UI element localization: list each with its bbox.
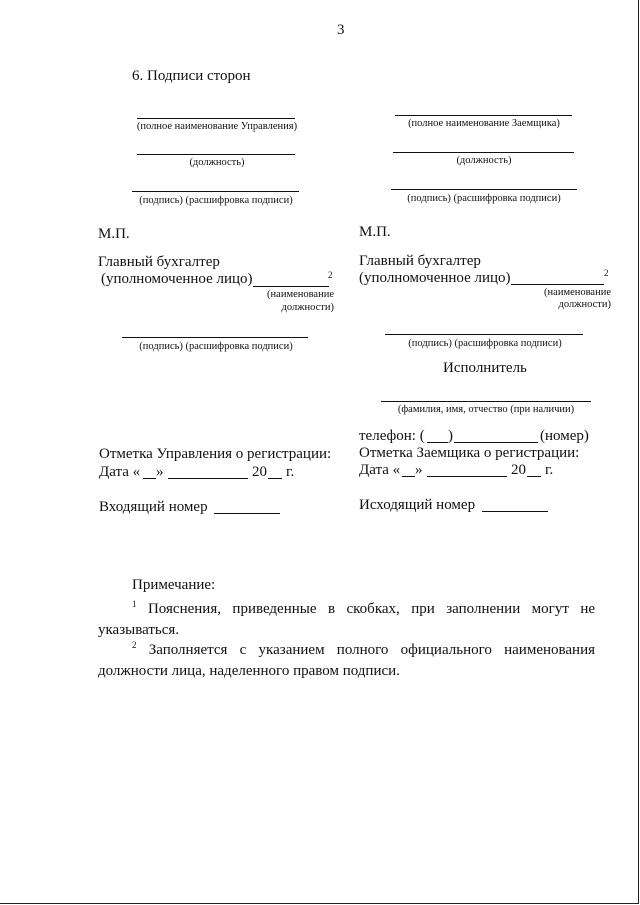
phone-prefix: телефон: ( bbox=[359, 428, 425, 444]
right-signature-line bbox=[391, 189, 577, 190]
left-chief-accountant: Главный бухгалтер bbox=[98, 254, 220, 270]
note-2 bbox=[98, 635, 595, 682]
right-date-year: 20 bbox=[511, 462, 526, 478]
right-date-mid: » bbox=[415, 462, 423, 478]
left-signature-line-2 bbox=[122, 337, 308, 338]
right-position-line bbox=[393, 152, 574, 153]
note-2-line-2: должности лица, наделенного правом подписи. bbox=[98, 663, 400, 679]
left-signature-caption-2: (подпись) (расшифровка подписи) bbox=[139, 341, 293, 352]
notes-title: Примечание: bbox=[132, 577, 216, 593]
left-stamp-place: М.П. bbox=[98, 226, 130, 242]
note-2-line-1: Заполняется с указанием полного официального наименования bbox=[148, 642, 595, 658]
left-position-line bbox=[137, 154, 295, 155]
left-position-name-caption-2: должности) bbox=[281, 302, 334, 313]
right-signature-caption: (подпись) (расшифровка подписи) bbox=[407, 193, 561, 204]
executor-fio-caption: (фамилия, имя, отчество (при наличии) bbox=[397, 404, 575, 415]
note-2-mark: 2 bbox=[132, 640, 137, 650]
note-1-line-1: Пояснения, приведенные в скобках, при заполнении могут не bbox=[147, 601, 596, 617]
phone-mid: ) bbox=[448, 428, 453, 444]
note-1-line-2: указываться. bbox=[98, 622, 180, 638]
left-position-caption: (должность) bbox=[189, 157, 245, 168]
left-date-mid: » bbox=[156, 464, 164, 480]
right-org-caption: (полное наименование Заемщика) bbox=[408, 118, 560, 129]
right-signature-line-2 bbox=[385, 334, 583, 335]
left-authorized-line bbox=[253, 286, 329, 287]
left-org-caption: (полное наименование Управления) bbox=[136, 121, 298, 132]
left-footnote-mark: 2 bbox=[328, 270, 333, 280]
outgoing-number-label: Исходящий номер bbox=[359, 497, 476, 513]
right-org-line bbox=[395, 115, 572, 116]
right-date-suffix: г. bbox=[545, 462, 554, 478]
left-date-day-line bbox=[143, 478, 156, 479]
right-stamp-place: М.П. bbox=[359, 224, 391, 240]
executor-fio-line bbox=[381, 401, 591, 402]
incoming-number-line bbox=[214, 513, 280, 514]
right-footnote-mark: 2 bbox=[604, 268, 609, 278]
executor-label: Исполнитель bbox=[443, 360, 527, 376]
phone-number-line bbox=[454, 442, 538, 443]
right-position-name-caption-1: (наименование bbox=[544, 287, 611, 298]
left-date-year-line bbox=[268, 478, 282, 479]
right-signature-caption-2: (подпись) (расшифровка подписи) bbox=[408, 338, 562, 349]
right-authorized-line bbox=[511, 284, 604, 285]
right-position-caption: (должность) bbox=[456, 155, 512, 166]
left-signature-caption: (подпись) (расшифровка подписи) bbox=[139, 195, 293, 206]
outgoing-number-line bbox=[482, 511, 548, 512]
incoming-number-label: Входящий номер bbox=[99, 499, 208, 515]
right-date-month-line bbox=[427, 476, 507, 477]
left-date-month-line bbox=[168, 478, 248, 479]
right-date-day-line bbox=[402, 476, 415, 477]
note-1 bbox=[98, 594, 595, 641]
left-date-suffix: г. bbox=[286, 464, 295, 480]
right-date-prefix: Дата « bbox=[359, 462, 401, 478]
left-org-line bbox=[137, 118, 295, 119]
left-signature-line bbox=[132, 191, 299, 192]
right-date-year-line bbox=[527, 476, 541, 477]
right-chief-accountant: Главный бухгалтер bbox=[359, 253, 481, 269]
left-date-prefix: Дата « bbox=[99, 464, 141, 480]
phone-code-line bbox=[427, 442, 448, 443]
note-1-mark: 1 bbox=[132, 599, 137, 609]
left-authorized-person: (уполномоченное лицо) bbox=[101, 271, 253, 287]
page-number: 3 bbox=[337, 22, 345, 38]
left-registration-mark: Отметка Управления о регистрации: bbox=[99, 446, 332, 462]
right-registration-mark: Отметка Заемщика о регистрации: bbox=[359, 445, 580, 461]
left-position-name-caption-1: (наименование bbox=[267, 289, 334, 300]
right-position-name-caption-2: должности) bbox=[558, 299, 611, 310]
right-authorized-person: (уполномоченное лицо) bbox=[359, 270, 511, 286]
section-title: 6. Подписи сторон bbox=[132, 68, 251, 84]
phone-suffix: (номер) bbox=[540, 428, 589, 444]
left-date-year: 20 bbox=[252, 464, 267, 480]
